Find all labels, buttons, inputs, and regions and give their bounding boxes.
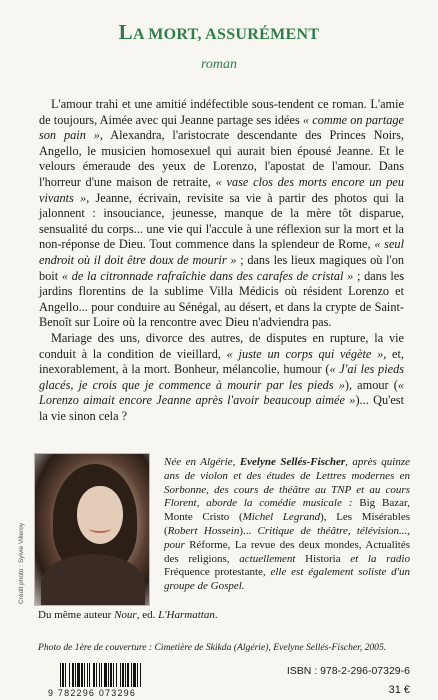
text-run: . <box>214 609 218 621</box>
author-bio <box>164 456 410 594</box>
author-photo-face <box>77 486 123 544</box>
text-run: et la radio <box>350 552 410 565</box>
text-run: , Alexandra, l'aristocrate descendante des Princes Noirs, Angello, le musicien homosexuel qui aurait bien épousé Jeanne. Et le velours émeraude des yeux de Lorenzo, l'apostat de l'amour. Dans l'horreur d'une maison de retraite, <box>39 128 404 189</box>
same-author-line <box>38 609 218 621</box>
text-run: , après quinze ans de violon et des études de Lettres modernes en Sorbonne, des cours de théâtre au TNP et au cours Florent, aborde la comédie musicale : <box>164 456 410 510</box>
text-run: Fréquence protestante, <box>164 566 271 579</box>
text-run: « comme on partage son pain » <box>39 112 404 143</box>
text-run: L'amour trahi et une amitié indéfectible sous-tendent ce roman. L'amie de toujours, Aimée avec qui Jeanne partage ses idées <box>39 97 404 127</box>
barcode-digits: 9 782296 073296 <box>48 688 137 698</box>
text-run: ; dans les jardins florentins de la sublime Villa Médicis où résident Lorenzo et Angello... pour conduire au Sénégal, au désert, et dans la crypte de Saint-Benoît sur Loire où la rencontre avec Dieu n'adviendra pas. <box>39 268 404 330</box>
text-run: « de la citronnade rafraîchie dans des carafes de cristal » <box>61 268 354 283</box>
text-run: « juste un corps qui végète » <box>226 346 384 361</box>
isbn: ISBN : 978-2-296-07329-6 <box>286 665 410 677</box>
text-run: « seul endroit où il doit être doux de mourir » <box>39 237 404 267</box>
book-subtitle: roman <box>200 57 238 72</box>
text-run: Critique de théâtre, télévision..., pour <box>164 524 411 551</box>
text-run: )... <box>239 524 258 537</box>
text-run: Evelyne Sellés-Fischer <box>239 456 346 468</box>
text-run: Historia <box>305 552 351 565</box>
text-run: Big Bazar, Monte Cristo ( <box>164 497 410 524</box>
synopsis-paragraph-1 <box>39 97 404 331</box>
text-run: Robert Hossein <box>167 524 240 537</box>
author-photo-shoulders <box>41 554 145 606</box>
barcode <box>60 663 180 687</box>
text-run: « J'ai les pieds glacés, je crois que je commence à mourir par les pieds » <box>39 362 404 392</box>
price: 31 € <box>388 684 410 696</box>
synopsis-paragraph-2 <box>39 331 404 425</box>
text-run: ), Les Misérables ( <box>164 511 411 537</box>
text-run: elle est également soliste d'un groupe de Gospel. <box>164 566 411 593</box>
text-run: « Lorenzo aimait encore Jeanne après l'avoir beaucoup aimée » <box>39 377 404 408</box>
author-photo <box>34 453 150 606</box>
text-run: « vase clos des morts encore un peu vivants » <box>39 174 404 205</box>
synopsis <box>39 97 404 424</box>
text-run: , Jeanne, écrivain, revisite sa vie à partir des photos qui la jalonnent : insouciance, jeunesse, manque de la mère tôt disparue, sensualité du corps... une vie qui l'accule à une réflexion sur la mort et la non-réponse de Dieu. Tout commence dans la splendeur de Rome, <box>39 190 404 252</box>
text-run: L'Harmattan <box>158 609 215 621</box>
text-run: , ed. <box>136 609 159 621</box>
book-title: LA MORT, ASSURÉMENT <box>118 20 320 44</box>
text-run: , et, inexorablement, à la mort. Bonheur, mélancolie, humour ( <box>39 346 404 377</box>
text-run: actuellement <box>239 552 306 565</box>
text-run: )... Qu'est la vie sinon cela ? <box>39 393 405 423</box>
text-run: Nour <box>114 609 137 621</box>
text-run: Du même auteur <box>38 609 115 621</box>
author-photo-smile <box>89 524 111 533</box>
photo-credit: Crédit photo : Sylvie Villeroy <box>18 522 25 604</box>
text-run: Mariage des uns, divorce des autres, de disputes en rupture, la vie conduit à la condition de vieillard, <box>39 330 404 361</box>
text-run: Michel Legrand <box>242 511 321 524</box>
text-run: ; dans les lieux magiques où l'on boit <box>39 252 405 283</box>
text-run: Née en Algérie, <box>164 456 240 468</box>
text-run: Réforme, La revue des deux mondes, Actualités des religions, <box>164 538 410 565</box>
barcode-bar <box>141 663 142 687</box>
cover-photo-note: Photo de 1ère de couverture : Cimetière de Skikda (Algérie), Evelyne Sellés-Fischer, 2005. <box>38 642 387 653</box>
text-run: ), amour ( <box>344 377 398 392</box>
